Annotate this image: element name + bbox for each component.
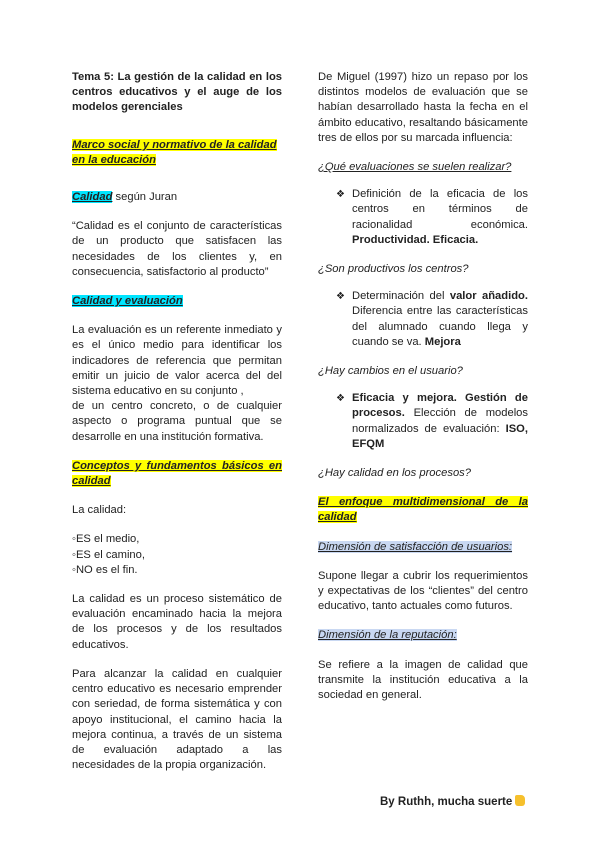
list-item: ◦ES el camino,: [72, 548, 145, 561]
satisfaccion-paragraph: Supone llegar a cubrir los requerimientos y expectativas de los “clientes” del centro educativo, tanto actuales como futuros.: [318, 569, 528, 613]
bullet-text: Diferencia entre las características del alumnado cuando llega y cuando se va.: [352, 305, 528, 348]
diamond-bullet-icon: ❖: [336, 189, 345, 201]
footer-text: By Ruthh, mucha suerte: [380, 796, 513, 808]
bullet-bold: valor añadido.: [449, 290, 528, 303]
dimension-satisfaccion: Dimensión de satisfacción de usuarios:: [318, 540, 513, 553]
bullet-valor-anadido: [336, 289, 528, 350]
heading-calidad-evaluacion: Calidad y evaluación: [72, 295, 183, 308]
bullet-text: Definición de la eficacia de los centros en términos de racionalidad económica.: [352, 188, 528, 231]
calidad-rest: según Juran: [112, 191, 178, 204]
bullet-bold: ISO, EFQM: [352, 422, 528, 450]
list-item: ◦NO es el fin.: [72, 563, 138, 576]
dimension-reputacion: Dimensión de la reputación:: [318, 629, 457, 642]
intro-paragraph: De Miguel (1997) hizo un repaso por los distintos modelos de evaluación que se habían desarrollado hasta la fecha en el ámbito educativo, resaltando básicamente tres de ellos por su marcada influencia:: [318, 71, 528, 144]
juran-quote: “Calidad es el conjunto de características de un producto que satisfacen las necesidades de los clientes y, en consecuencia, satisfactorio al producto”: [72, 220, 282, 278]
question-4: ¿Hay calidad en los procesos?: [318, 467, 471, 480]
alcanzar-paragraph: Para alcanzar la calidad en cualquier centro educativo es necesario emprender con seriedad, de forma sistemática y con apoyo institucional, el camino hacia la mejora continua, a través de un sistema de evaluación adaptado a las necesidades de la propia organización.: [72, 667, 282, 772]
list-item: ◦ES el medio,: [72, 533, 140, 546]
evaluacion-paragraph-2: de un centro concreto, o de cualquier aspecto o programa puntual que se desarrolle en una institución formativa.: [72, 400, 282, 443]
question-2: ¿Son productivos los centros?: [318, 263, 469, 276]
heading-marco-social: Marco social y normativo de la calidad en la educación: [72, 138, 277, 166]
la-calidad-label: La calidad:: [72, 504, 127, 517]
question-3: ¿Hay cambios en el usuario?: [318, 365, 463, 378]
footer-signature: [380, 795, 525, 810]
heading-enfoque: El enfoque multidimensional de la calidad: [318, 496, 528, 524]
thumbs-up-icon: [515, 795, 525, 806]
diamond-bullet-icon: ❖: [336, 393, 345, 405]
calidad-juran-line: [72, 190, 282, 205]
reputacion-paragraph: Se refiere a la imagen de calidad que transmite la institución educativa a la sociedad en general.: [318, 658, 528, 702]
evaluacion-paragraph-1: La evaluación es un referente inmediato y es el único medio para identificar los indicadores de referencia que permitan emitir un juicio de valor acerca del del sistema educativo en su conjunto ,: [72, 324, 282, 398]
bullet-bold: Mejora: [424, 335, 461, 348]
heading-conceptos: Conceptos y fundamentos básicos en calidad: [72, 459, 282, 488]
bullet-text: Elección de modelos normalizados de evaluación:: [352, 407, 528, 435]
proceso-paragraph: La calidad es un proceso sistemático de evaluación encaminado hacia la mejora de los procesos y de los resultados educativos.: [72, 593, 282, 651]
bullet-text: Determinación del: [352, 290, 450, 303]
bullet-bold: Eficacia y mejora. Gestión de procesos.: [352, 392, 528, 420]
diamond-bullet-icon: ❖: [336, 291, 345, 303]
left-column: [72, 70, 282, 773]
bullet-eficacia: [336, 187, 528, 248]
question-1: ¿Qué evaluaciones se suelen realizar?: [318, 161, 512, 174]
bullet-gestion-procesos: [336, 391, 528, 452]
page-title: Tema 5: La gestión de la calidad en los centros educativos y el auge de los modelos gerenciales: [72, 71, 282, 114]
bullet-bold: Productividad. Eficacia.: [352, 233, 479, 246]
right-column: [318, 70, 528, 703]
calidad-label: Calidad: [72, 191, 113, 204]
